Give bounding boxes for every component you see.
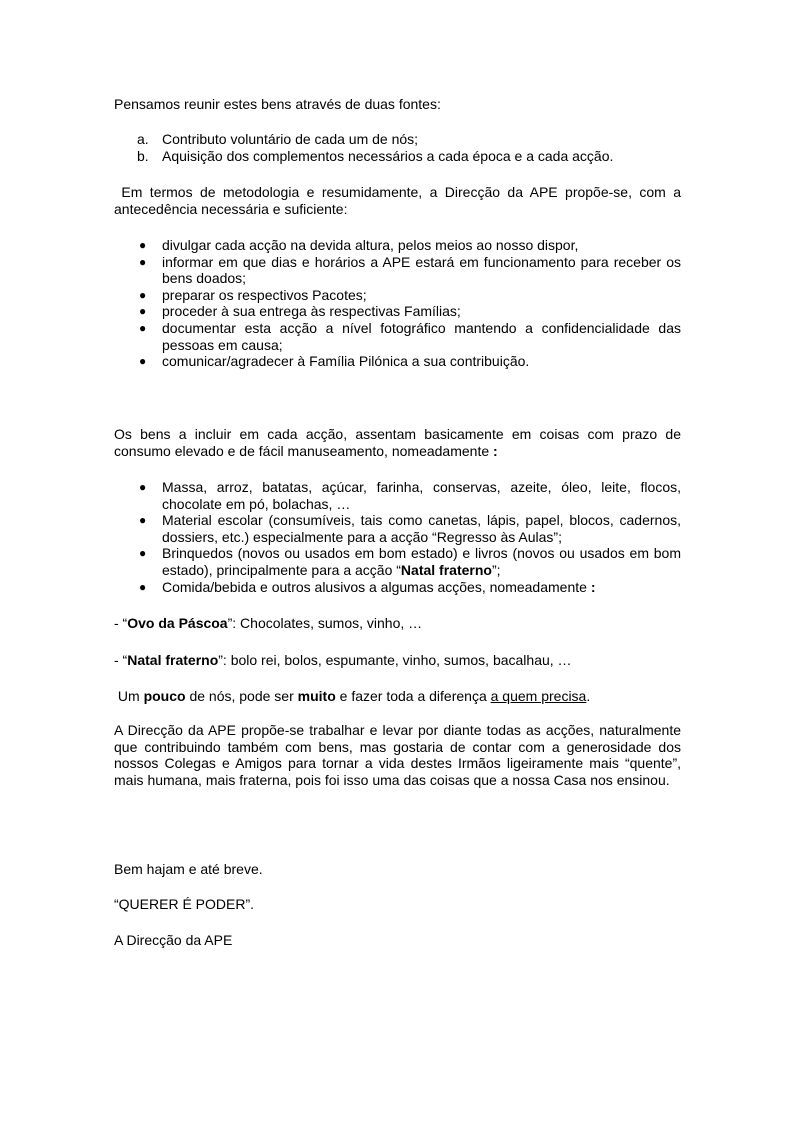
- farewell-line: Bem hajam e até breve.: [114, 861, 263, 877]
- goods-list: [114, 479, 681, 595]
- list-marker: b.: [137, 147, 149, 164]
- bullet-icon: ●: [139, 513, 147, 528]
- easter-line: [114, 615, 681, 632]
- easter-title: Ovo da Páscoa: [127, 615, 228, 631]
- methodology-paragraph: Em termos de metodologia e resumidamente, a Direcção da APE propõe-se, com a antecedência necessária e suficiente:: [114, 184, 685, 217]
- list-item: [114, 148, 681, 165]
- difference-text: e fazer toda a diferença: [335, 688, 491, 704]
- easter-prefix: - “: [114, 615, 128, 631]
- christmas-title: Natal fraterno: [127, 652, 219, 668]
- signature-line: A Direcção da APE: [114, 932, 233, 948]
- difference-text: de nós, pode ser: [185, 688, 298, 704]
- list-item: [114, 353, 681, 370]
- bullet-icon: ●: [139, 354, 147, 369]
- list-item-text: Material escolar (consumíveis, tais como canetas, lápis, papel, blocos, cadernos, dossiers, etc.) especialmente para a acção “Regresso às Aulas”;: [162, 512, 681, 545]
- list-item: [114, 287, 681, 304]
- list-item-text: informar em que dias e horários a APE estará em funcionamento para receber os bens doados;: [162, 253, 681, 287]
- list-item-text: ”;: [491, 561, 501, 578]
- bullet-icon: ●: [139, 480, 147, 494]
- bullet-icon: ●: [139, 320, 147, 335]
- list-item-text: documentar esta acção a nível fotográfico mantendo a confidencialidade das pessoas em causa;: [162, 319, 681, 353]
- list-marker: a.: [137, 131, 149, 147]
- bullet-icon: ●: [139, 287, 147, 302]
- list-item: [114, 479, 681, 512]
- list-item: [114, 237, 681, 254]
- bullet-icon: ●: [139, 579, 147, 594]
- list-item: [114, 254, 681, 287]
- difference-text: .: [586, 688, 591, 704]
- steps-list: [114, 237, 681, 370]
- easter-items: ”: Chocolates, sumos, vinho, …: [227, 615, 423, 631]
- difference-underlined: a quem precisa: [490, 688, 587, 704]
- list-item: [114, 545, 681, 578]
- list-item-text: divulgar cada acção na devida altura, pelos meios ao nosso dispor,: [162, 237, 579, 253]
- list-item-bold: Natal fraterno: [400, 561, 492, 578]
- list-item-text: proceder à sua entrega às respectivas Famílias;: [162, 303, 461, 320]
- list-item-text: Contributo voluntário de cada um de nós;: [162, 131, 419, 147]
- list-item-text: preparar os respectivos Pacotes;: [162, 286, 367, 303]
- bullet-icon: ●: [139, 254, 147, 269]
- list-item-text: Brinquedos (novos ou usados em bom estado) e livros (novos ou usados em bom estado), principalmente para a acção “: [162, 545, 681, 578]
- list-item-bold: :: [590, 578, 596, 595]
- goods-intro-text: Os bens a incluir em cada acção, assentam basicamente em coisas com prazo de consumo elevado e de fácil manuseamento, nomeadamente: [114, 426, 681, 459]
- list-item: [114, 131, 681, 148]
- difference-line: [114, 688, 681, 705]
- intro-paragraph: Pensamos reunir estes bens através de duas fontes:: [114, 96, 441, 112]
- list-item-text: Massa, arroz, batatas, açúcar, farinha, conservas, azeite, óleo, leite, flocos, chocolate em pó, bolachas, …: [162, 479, 681, 512]
- christmas-items: ”: bolo rei, bolos, espumante, vinho, sumos, bacalhau, …: [218, 652, 572, 668]
- list-item: [114, 320, 681, 353]
- difference-bold-muito: muito: [297, 688, 336, 704]
- bullet-icon: ●: [139, 238, 147, 252]
- closing-paragraph: A Direcção da APE propõe-se trabalhar e levar por diante todas as acções, naturalmente que contribuindo também com bens, mas gostaria de contar com a generosidade dos nossos Colegas e Amigos para tornar a vida destes Irmãos ligeiramente mais “quente”, mais humana, mais fraterna, pois foi isso uma das coisas que a nossa Casa nos ensinou.: [114, 722, 681, 788]
- christmas-prefix: - “: [114, 652, 128, 668]
- list-item: [114, 303, 681, 320]
- goods-intro-colon: :: [493, 442, 498, 459]
- bullet-icon: ●: [139, 304, 147, 319]
- goods-intro-paragraph: [114, 426, 681, 459]
- list-item-text: Comida/bebida e outros alusivos a algumas acções, nomeadamente: [162, 578, 591, 595]
- motto-line: “QUERER É PODER”.: [114, 896, 255, 912]
- difference-text: Um: [114, 688, 144, 704]
- list-item: [114, 579, 681, 596]
- bullet-icon: ●: [139, 546, 147, 561]
- sources-list: [114, 131, 681, 164]
- difference-bold-pouco: pouco: [143, 688, 186, 704]
- christmas-line: [114, 652, 681, 669]
- list-item-text: Aquisição dos complementos necessários a cada época e a cada acção.: [162, 147, 614, 164]
- list-item-text: comunicar/agradecer à Família Pilónica a sua contribuição.: [162, 353, 530, 370]
- list-item: [114, 512, 681, 545]
